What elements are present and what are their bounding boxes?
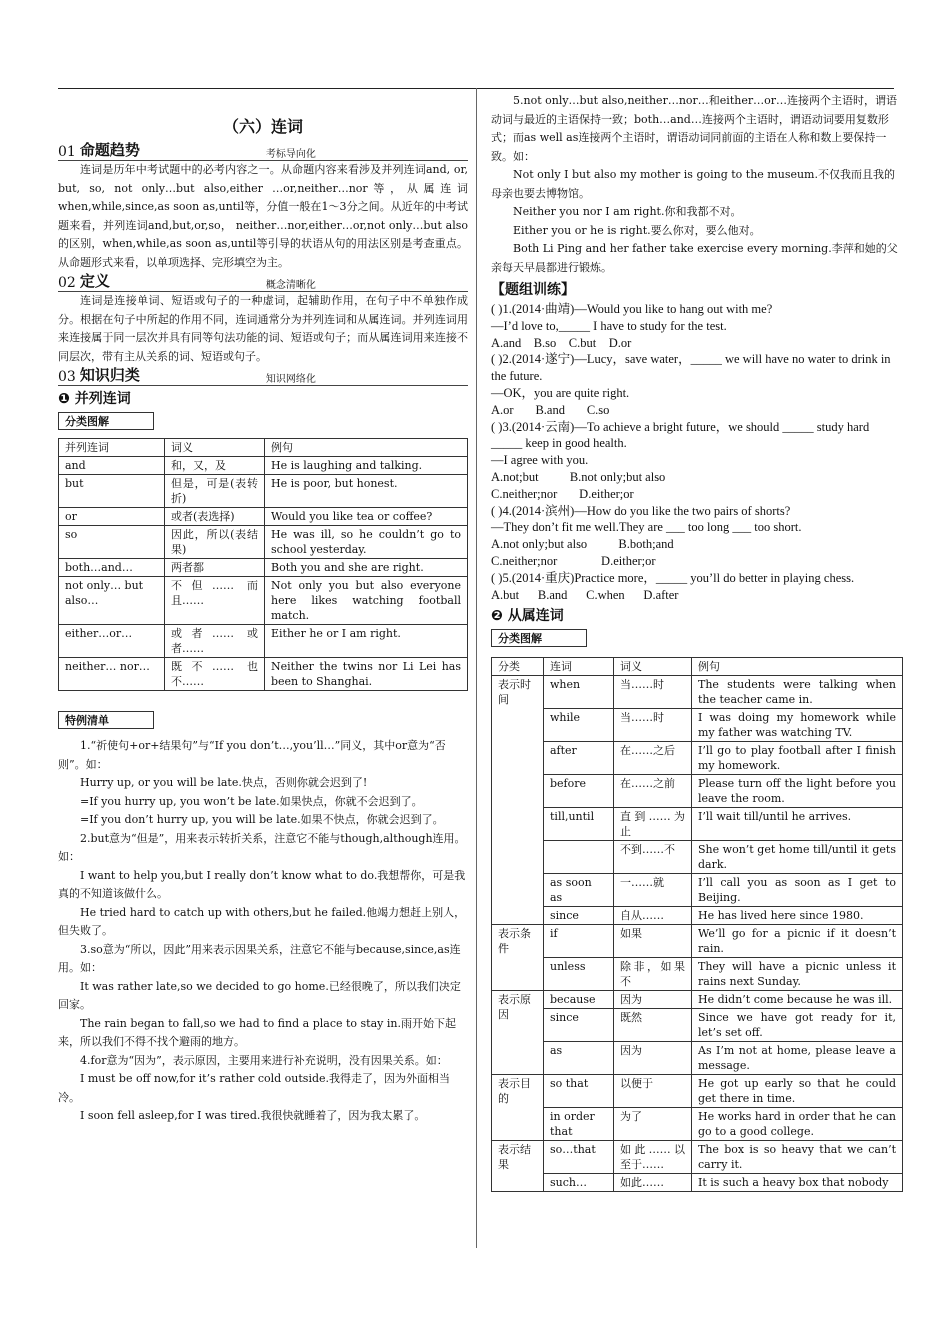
subord-table — [491, 657, 903, 1192]
example-cell: Not only you but also everyone here likes watching football match. — [265, 577, 468, 625]
special-item: 1.“祈使句+or+结果句”与“If you don’t…,you’ll…”同义，其中or意为“否则”。如： — [58, 739, 446, 771]
table-row — [492, 742, 903, 775]
table-row — [492, 907, 903, 925]
conj-cell — [544, 841, 614, 874]
table-row — [492, 709, 903, 742]
conj-cell: as soon as — [544, 874, 614, 907]
special-item: I soon fell asleep,for I was tired.我很快就睡着了，因为我太累了。 — [80, 1109, 426, 1122]
meaning-cell: 不到……不 — [614, 841, 692, 874]
answer-options: A.and B.so C.but D.or — [491, 335, 632, 350]
table-row — [492, 991, 903, 1009]
question-line: ( )4.(2014·滨州)—How do you like the two pairs of shorts? — [491, 503, 791, 518]
table-row — [59, 508, 468, 526]
meaning-cell: 如此…… — [614, 1174, 692, 1192]
conj-cell: and — [59, 457, 165, 475]
meaning-cell: 直到……为止 — [614, 808, 692, 841]
special-item: I want to help you,but I really don’t know what to do.我想帮你，可是我真的不知道该做什么。 — [58, 868, 466, 900]
example-cell: Neither the twins nor Li Lei has been to Shanghai. — [265, 658, 468, 691]
meaning-cell: 因为 — [614, 991, 692, 1009]
example-cell: He works hard in order that he can go to a good college. — [692, 1108, 903, 1141]
practice-heading: 【题组训练】 — [491, 282, 575, 298]
conj-cell: so…that — [544, 1141, 614, 1174]
special-list-label: 特例清单 — [58, 711, 154, 729]
answer-options: C.neither;nor D.either;or — [491, 553, 656, 568]
category-cell: 表示目的 — [492, 1075, 544, 1141]
conj-cell: before — [544, 775, 614, 808]
special-item: He tried hard to catch up with others,but he failed.他竭力想赶上别人，但失败了。 — [58, 905, 466, 937]
example-cell: The students were talking when the teacher came in. — [692, 676, 903, 709]
special-item: =If you don’t hurry up, you will be late.如果不快点，你就会迟到了。 — [80, 813, 444, 826]
question-line: —OK，you are quite right. — [491, 385, 630, 400]
conj-cell: so that — [544, 1075, 614, 1108]
meaning-cell: 不但…… 而且…… — [165, 577, 265, 625]
table-row — [492, 925, 903, 958]
header-cell: 分类 — [492, 658, 544, 676]
header-cell: 并列连词 — [59, 439, 165, 457]
meaning-cell: 如此……以至于…… — [614, 1141, 692, 1174]
special-item: 3.so意为“所以，因此”用来表示因果关系，注意它不能与because,since,as连用。如： — [58, 942, 461, 974]
table-row — [492, 958, 903, 991]
meaning-cell: 在……之后 — [614, 742, 692, 775]
conj-cell: unless — [544, 958, 614, 991]
conj-cell: since — [544, 907, 614, 925]
meaning-cell: 当……时 — [614, 709, 692, 742]
question-line: ( )3.(2014·云南)—To achieve a bright future，we should _____ study hard _____ keep in good health. — [491, 419, 870, 451]
conj-cell: not only… but also… — [59, 577, 165, 625]
page-title: （六）连词 — [222, 117, 303, 136]
meaning-cell: 如果 — [614, 925, 692, 958]
answer-options: A.but B.and C.when D.after — [491, 587, 679, 602]
special-item: 5.not only…but also,neither…nor…和either…or…连接两个主语时，谓语动词与最近的主语保持一致；both…and…连接两个主语时，谓语动词要用复数形式；而as well as连接两个主语时，谓语动词同前面的主语在人称和数上要保持一致。如： — [491, 94, 897, 163]
section-subtitle: 知识网络化 — [265, 374, 316, 385]
table-header-row — [492, 658, 903, 676]
meaning-cell: 两者都 — [165, 559, 265, 577]
table-row — [492, 841, 903, 874]
example-cell: The box is so heavy that we can’t carry it. — [692, 1141, 903, 1174]
question-line: ( )2.(2014·遂宁)—Lucy，save water，_____ we will have no water to drink in the future. — [491, 352, 891, 384]
question-line: —I’d love to,_____ I have to study for the test. — [491, 318, 727, 333]
special-item: Either you or he is right.要么你对，要么他对。 — [513, 223, 761, 237]
special-item: It was rather late,so we decided to go home.已经很晚了，所以我们决定回家。 — [58, 979, 461, 1011]
conj-cell: such… — [544, 1174, 614, 1192]
table-row — [492, 1075, 903, 1108]
table-row — [59, 475, 468, 508]
meaning-cell: 但是，可是(表转折) — [165, 475, 265, 508]
table-row — [492, 874, 903, 907]
conj-cell: since — [544, 1009, 614, 1042]
section-trend-header — [58, 143, 468, 161]
right-column — [491, 92, 903, 1192]
meaning-cell: 因此，所以(表结果) — [165, 526, 265, 559]
question-line: ( )5.(2014·重庆)Practice more，_____ you’ll do better in playing chess. — [491, 570, 855, 585]
section-title: 知识归类 — [79, 366, 140, 384]
meaning-cell: 一……就 — [614, 874, 692, 907]
meaning-cell: 在……之前 — [614, 775, 692, 808]
example-cell: She won’t get home till/until it gets dark. — [692, 841, 903, 874]
meaning-cell: 当……时 — [614, 676, 692, 709]
definition-paragraph: 连词是连接单词、短语或句子的一种虚词，起辅助作用，在句子中不单独作成分。根据在句子中所起的作用不同，连词通常分为并列连词和从属连词。并列连词用来连接属于同一层次并具有同等句法功能的词、短语或句子；而从属连词用来连接不同层次，带有主从关系的词、短语或句子。 — [58, 294, 468, 363]
meaning-cell: 既然 — [614, 1009, 692, 1042]
table-row — [59, 526, 468, 559]
example-cell: I was doing my homework while my father was watching TV. — [692, 709, 903, 742]
meaning-cell: 以便于 — [614, 1075, 692, 1108]
example-cell: I’ll call you as soon as I get to Beijing. — [692, 874, 903, 907]
example-cell: We’ll go for a picnic if it doesn’t rain. — [692, 925, 903, 958]
special-item: 2.but意为“但是”，用来表示转折关系，注意它不能与though,although连用。如： — [58, 831, 466, 863]
table-row — [492, 1174, 903, 1192]
example-cell: Would you like tea or coffee? — [265, 508, 468, 526]
special-item: The rain began to fall,so we had to find a place to stay in.雨开始下起来，所以我们不得不找个避雨的地方。 — [58, 1016, 456, 1048]
special-item: Hurry up, or you will be late.快点，否则你就会迟到了! — [80, 776, 368, 789]
coord-heading: ❶ 并列连词 — [58, 391, 131, 407]
practice-questions — [491, 301, 903, 603]
table-row — [492, 1108, 903, 1141]
meaning-cell: 既不…… 也不…… — [165, 658, 265, 691]
table-row — [492, 676, 903, 709]
table-row — [492, 808, 903, 841]
example-cell: I’ll wait till/until he arrives. — [692, 808, 903, 841]
answer-options: A.not;but B.not only;but also — [491, 469, 666, 484]
conj-cell: after — [544, 742, 614, 775]
conj-cell: when — [544, 676, 614, 709]
conj-cell: because — [544, 991, 614, 1009]
section-subtitle: 概念清晰化 — [265, 280, 316, 291]
conj-cell: while — [544, 709, 614, 742]
question-line: —They don’t fit me well.They are ___ too long ___ too short. — [491, 520, 802, 535]
category-cell: 表示结果 — [492, 1141, 544, 1192]
table-header-row — [59, 439, 468, 457]
section-number: 02 — [58, 275, 76, 291]
section-number: 01 — [58, 144, 76, 160]
answer-options: A.or B.and C.so — [491, 402, 610, 417]
section-definition-header — [58, 274, 468, 292]
category-cell: 表示条件 — [492, 925, 544, 991]
example-cell: It is such a heavy box that nobody — [692, 1174, 903, 1192]
section-subtitle: 考标导向化 — [265, 149, 316, 160]
example-cell: Since we have got ready for it, let’s set off. — [692, 1009, 903, 1042]
special-item: Both Li Ping and her father take exercise every morning.李萍和她的父亲每天早晨都进行锻炼。 — [491, 242, 898, 274]
conj-cell: in order that — [544, 1108, 614, 1141]
special-item: I must be off now,for it’s rather cold outside.我得走了，因为外面相当冷。 — [58, 1072, 451, 1104]
subord-heading: ❷ 从属连词 — [491, 608, 564, 625]
question-line: ( )1.(2014·曲靖)—Would you like to hang out with me? — [491, 302, 773, 316]
example-cell: He is laughing and talking. — [265, 457, 468, 475]
special-item: =If you hurry up, you won’t be late.如果快点，你就不会迟到了。 — [80, 794, 423, 808]
section-number: 03 — [58, 369, 76, 385]
example-cell: I’ll go to play football after I finish my homework. — [692, 742, 903, 775]
answer-options: A.not only;but also B.both;and — [491, 537, 674, 552]
conj-cell: neither… nor… — [59, 658, 165, 691]
trend-paragraph: 连词是历年中考试题中的必考内容之一。从命题内容来看涉及并列连词and, or, but, so, not only…but also,either …or,neither…nor等，从属连词when,while,since,as soon as,until等，分值一般在1～3分之间。从近年的中考试题来看，并列连词and,but,or,so， neither…nor,either…or,not only…but also的区别，when,while,as soon as,until等引导的状语从句的用法区别是考查重点。从命题形式来看，以单项选择、完形填空为主。 — [58, 163, 468, 269]
header-cell: 例句 — [692, 658, 903, 676]
example-cell: Either he or I am right. — [265, 625, 468, 658]
header-cell: 连词 — [544, 658, 614, 676]
example-cell: He was ill, so he couldn’t go to school yesterday. — [265, 526, 468, 559]
question-line: —I agree with you. — [491, 453, 589, 468]
header-cell: 词义 — [614, 658, 692, 676]
meaning-cell: 为了 — [614, 1108, 692, 1141]
conj-cell: but — [59, 475, 165, 508]
table-row — [59, 625, 468, 658]
table-row — [59, 457, 468, 475]
example-cell: He didn’t come because he was ill. — [692, 991, 903, 1009]
example-cell: Please turn off the light before you leave the room. — [692, 775, 903, 808]
left-column — [58, 92, 468, 1126]
conj-cell: if — [544, 925, 614, 958]
section-knowledge-header — [58, 368, 468, 386]
answer-options: C.neither;nor D.either;or — [491, 486, 634, 501]
table-row — [59, 577, 468, 625]
coord-table — [58, 438, 468, 691]
header-cell: 词义 — [165, 439, 265, 457]
special-item: 4.for意为“因为”，表示原因，主要用来进行补充说明，没有因果关系。如： — [80, 1053, 448, 1067]
conj-cell: or — [59, 508, 165, 526]
table-row — [59, 559, 468, 577]
conj-cell: both…and… — [59, 559, 165, 577]
special-list-continued — [491, 92, 903, 277]
special-item: Neither you nor I am right.你和我都不对。 — [513, 205, 742, 218]
conj-cell: so — [59, 526, 165, 559]
example-cell: Both you and she are right. — [265, 559, 468, 577]
table-row — [492, 1042, 903, 1075]
section-title: 定义 — [79, 272, 110, 290]
conj-cell: as — [544, 1042, 614, 1075]
section-title: 命题趋势 — [79, 141, 140, 159]
meaning-cell: 自从…… — [614, 907, 692, 925]
example-cell: They will have a picnic unless it rains next Sunday. — [692, 958, 903, 991]
table-row — [492, 775, 903, 808]
subord-diagram-label: 分类图解 — [491, 629, 587, 647]
example-cell: He got up early so that he could get there in time. — [692, 1075, 903, 1108]
meaning-cell: 或者(表选择) — [165, 508, 265, 526]
table-row — [492, 1141, 903, 1174]
table-row — [492, 1009, 903, 1042]
meaning-cell: 因为 — [614, 1042, 692, 1075]
conj-cell: either…or… — [59, 625, 165, 658]
category-cell: 表示原因 — [492, 991, 544, 1075]
table-row — [59, 658, 468, 691]
example-cell: He has lived here since 1980. — [692, 907, 903, 925]
meaning-cell: 和，又，及 — [165, 457, 265, 475]
category-cell: 表示时间 — [492, 676, 544, 925]
conj-cell: till,until — [544, 808, 614, 841]
header-cell: 例句 — [265, 439, 468, 457]
coord-diagram-label: 分类图解 — [58, 412, 154, 430]
meaning-cell: 或者…… 或者…… — [165, 625, 265, 658]
column-divider — [476, 88, 477, 1248]
special-item: Not only I but also my mother is going to the museum.不仅我而且我的母亲也要去博物馆。 — [491, 168, 895, 200]
example-cell: He is poor, but honest. — [265, 475, 468, 508]
example-cell: As I’m not at home, please leave a message. — [692, 1042, 903, 1075]
meaning-cell: 除非，如果不 — [614, 958, 692, 991]
special-list — [58, 737, 468, 1126]
